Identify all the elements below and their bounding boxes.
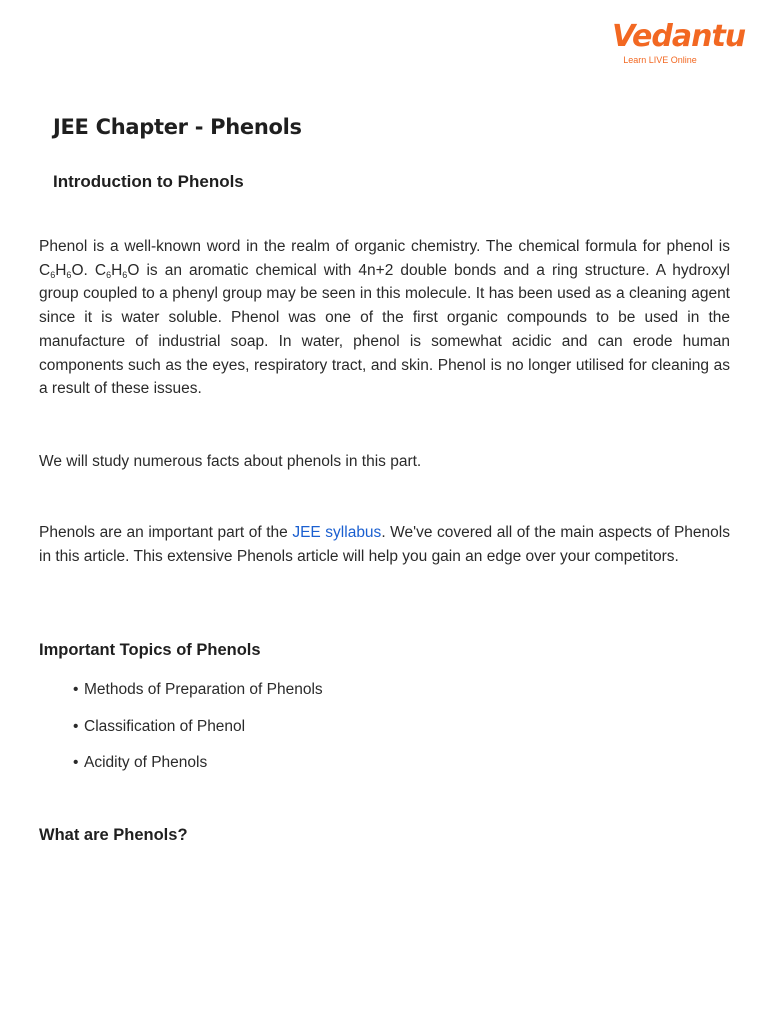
topics-list [73, 680, 323, 790]
intro-text-start: Phenol is a well-known word in the realm of organic chemistry. The chemical formula for phenol is C [39, 238, 730, 279]
list-item [73, 753, 323, 790]
study-paragraph: We will study numerous facts about phenols in this part. [39, 453, 422, 470]
bullet-icon: • [73, 717, 79, 735]
list-item [73, 680, 323, 717]
intro-heading: Introduction to Phenols [53, 172, 244, 191]
bullet-icon: • [73, 754, 79, 771]
list-item-label: Acidity of Phenols [84, 754, 208, 771]
intro-paragraph [39, 235, 730, 401]
page-title: JEE Chapter - Phenols [53, 115, 302, 139]
formula-part: H [111, 261, 123, 279]
logo-wordmark: Vedantu [612, 19, 746, 54]
what-are-phenols-heading: What are Phenols? [39, 826, 188, 844]
subscript: 6 [66, 269, 72, 280]
list-item [73, 717, 323, 754]
list-item-label: Classification of Phenol [84, 717, 246, 735]
logo-tagline: Learn LIVE Online [623, 55, 697, 65]
subscript: 6 [122, 269, 128, 280]
topics-heading: Important Topics of Phenols [39, 641, 261, 659]
subscript: 6 [50, 269, 56, 280]
jee-syllabus-link[interactable]: JEE syllabus [292, 524, 382, 541]
formula-part: H [55, 261, 67, 279]
formula-part: O. C [71, 261, 107, 279]
syllabus-text-after: . We've covered all of the main aspects of Phenols in this article. This extensive Phenols article will help you gain an edge over your competitors. [39, 524, 730, 565]
vedantu-logo[interactable] [612, 19, 746, 65]
bullet-icon: • [73, 681, 79, 698]
intro-text-rest: O is an aromatic chemical with 4n+2 double bonds and a ring structure. A hydroxyl group coupled to a phenyl group may be seen in this molecule. It has been used as a cleaning agent since it is water soluble. Phenol was one of the first organic compounds to be used in the manufacture of industrial soap. In water, phenol is somewhat acidic and can erode human components such as the eyes, respiratory tract, and skin. Phenol is no longer utilised for cleaning as a result of these issues. [39, 261, 730, 398]
syllabus-text-before: Phenols are an important part of the [39, 524, 293, 541]
list-item-label: Methods of Preparation of Phenols [84, 681, 323, 698]
subscript: 6 [106, 269, 112, 280]
syllabus-paragraph [39, 521, 730, 568]
